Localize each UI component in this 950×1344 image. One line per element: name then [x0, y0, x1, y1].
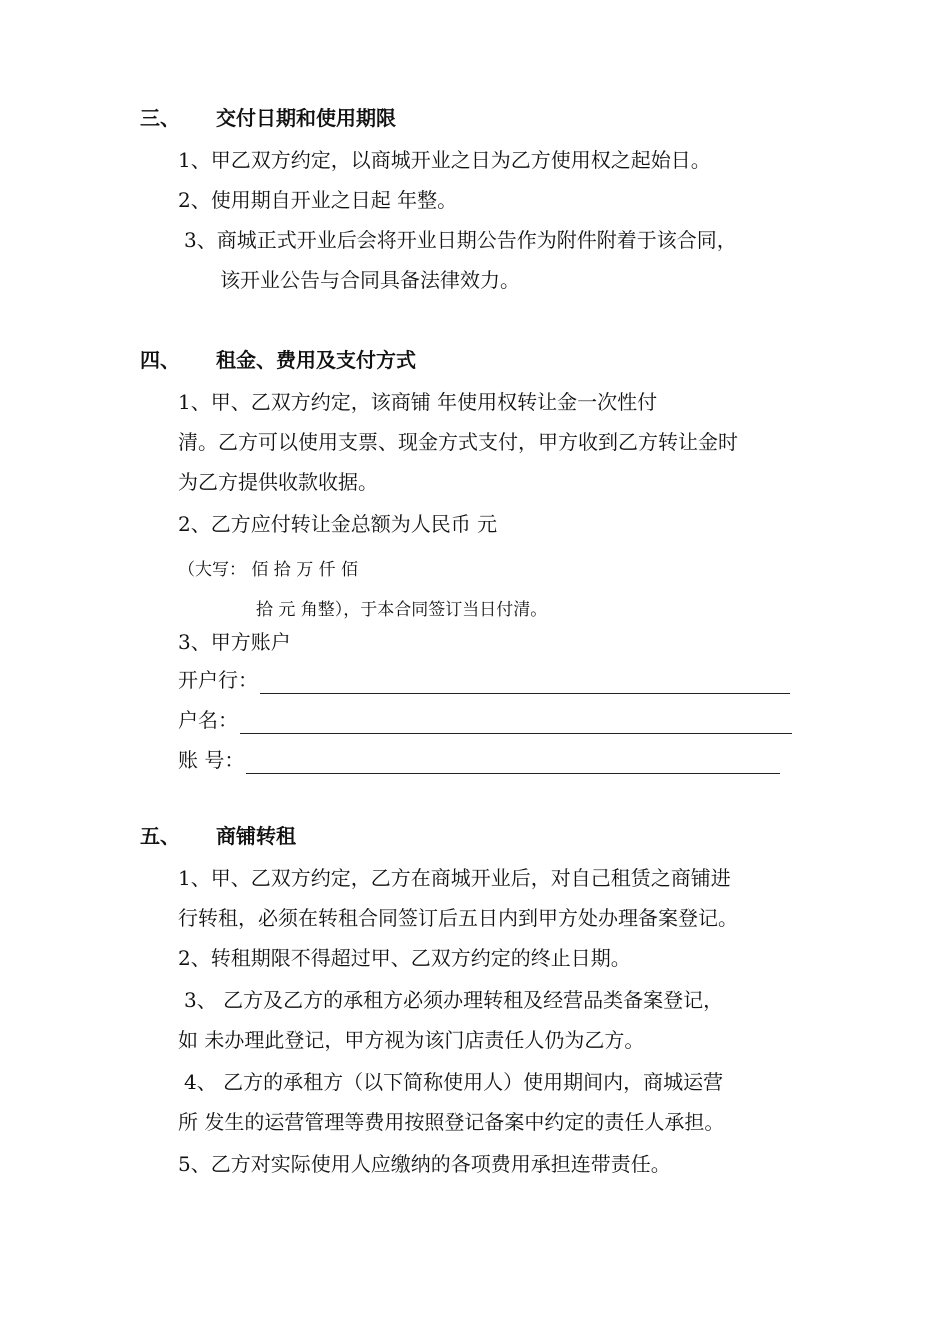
paragraph-line: 1、甲、乙双方约定，该商铺 年使用权转让金一次性付 [178, 390, 658, 414]
section-number: 三、 [140, 106, 180, 130]
paragraph-line: 1、甲乙双方约定，以商城开业之日为乙方使用权之起始日。 [178, 148, 711, 172]
amount-in-words-line: 拾 元 角整），于本合同签订当日付清。 [256, 600, 548, 620]
paragraph-line: 2、乙方应付转让金总额为人民币 元 [178, 512, 498, 536]
paragraph-line: 清。乙方可以使用支票、现金方式支付，甲方收到乙方转让金时 [178, 430, 738, 454]
paragraph-line: 2、使用期自开业之日起 年整。 [178, 188, 458, 212]
paragraph-line: 如 未办理此登记，甲方视为该门店责任人仍为乙方。 [178, 1028, 645, 1052]
section-heading-4 [140, 346, 416, 374]
paragraph-line: 4、 乙方的承租方（以下简称使用人）使用期间内，商城运营 [184, 1070, 724, 1094]
paragraph-line: 所 发生的运营管理等费用按照登记备案中约定的责任人承担。 [178, 1110, 725, 1134]
section-heading-3 [140, 104, 396, 132]
paragraph-line: 2、转租期限不得超过甲、乙双方约定的终止日期。 [178, 946, 631, 970]
section-number: 五、 [140, 824, 180, 848]
paragraph-line: 1、甲、乙双方约定，乙方在商城开业后，对自己租赁之商铺进 [178, 866, 731, 890]
bank-label: 开户行： [178, 668, 258, 692]
account-number-field-row [178, 746, 780, 774]
account-number-blank-line [246, 751, 780, 774]
section-heading-5 [140, 822, 296, 850]
paragraph-line: 行转租，必须在转租合同签订后五日内到甲方处办理备案登记。 [178, 906, 738, 930]
paragraph-line: 3、甲方账户 [178, 630, 291, 654]
amount-in-words-line: （大写： 佰 拾 万 仟 佰 [178, 560, 359, 580]
account-number-label: 账 号： [178, 748, 245, 772]
section-number: 四、 [140, 348, 180, 372]
account-name-label: 户名： [178, 708, 238, 732]
bank-field-row [178, 666, 790, 694]
section-title: 租金、费用及支付方式 [216, 348, 416, 372]
paragraph-line: 为乙方提供收款收据。 [178, 470, 378, 494]
paragraph-line: 3、 乙方及乙方的承租方必须办理转租及经营品类备案登记， [184, 988, 724, 1012]
paragraph-line: 5、乙方对实际使用人应缴纳的各项费用承担连带责任。 [178, 1152, 671, 1176]
bank-blank-line [260, 671, 790, 694]
paragraph-line: 3、商城正式开业后会将开业日期公告作为附件附着于该合同， [184, 228, 737, 252]
section-title: 商铺转租 [216, 824, 296, 848]
account-name-field-row [178, 706, 792, 734]
section-title: 交付日期和使用期限 [216, 106, 396, 130]
paragraph-line: 该开业公告与合同具备法律效力。 [220, 268, 520, 292]
account-name-blank-line [240, 711, 792, 734]
